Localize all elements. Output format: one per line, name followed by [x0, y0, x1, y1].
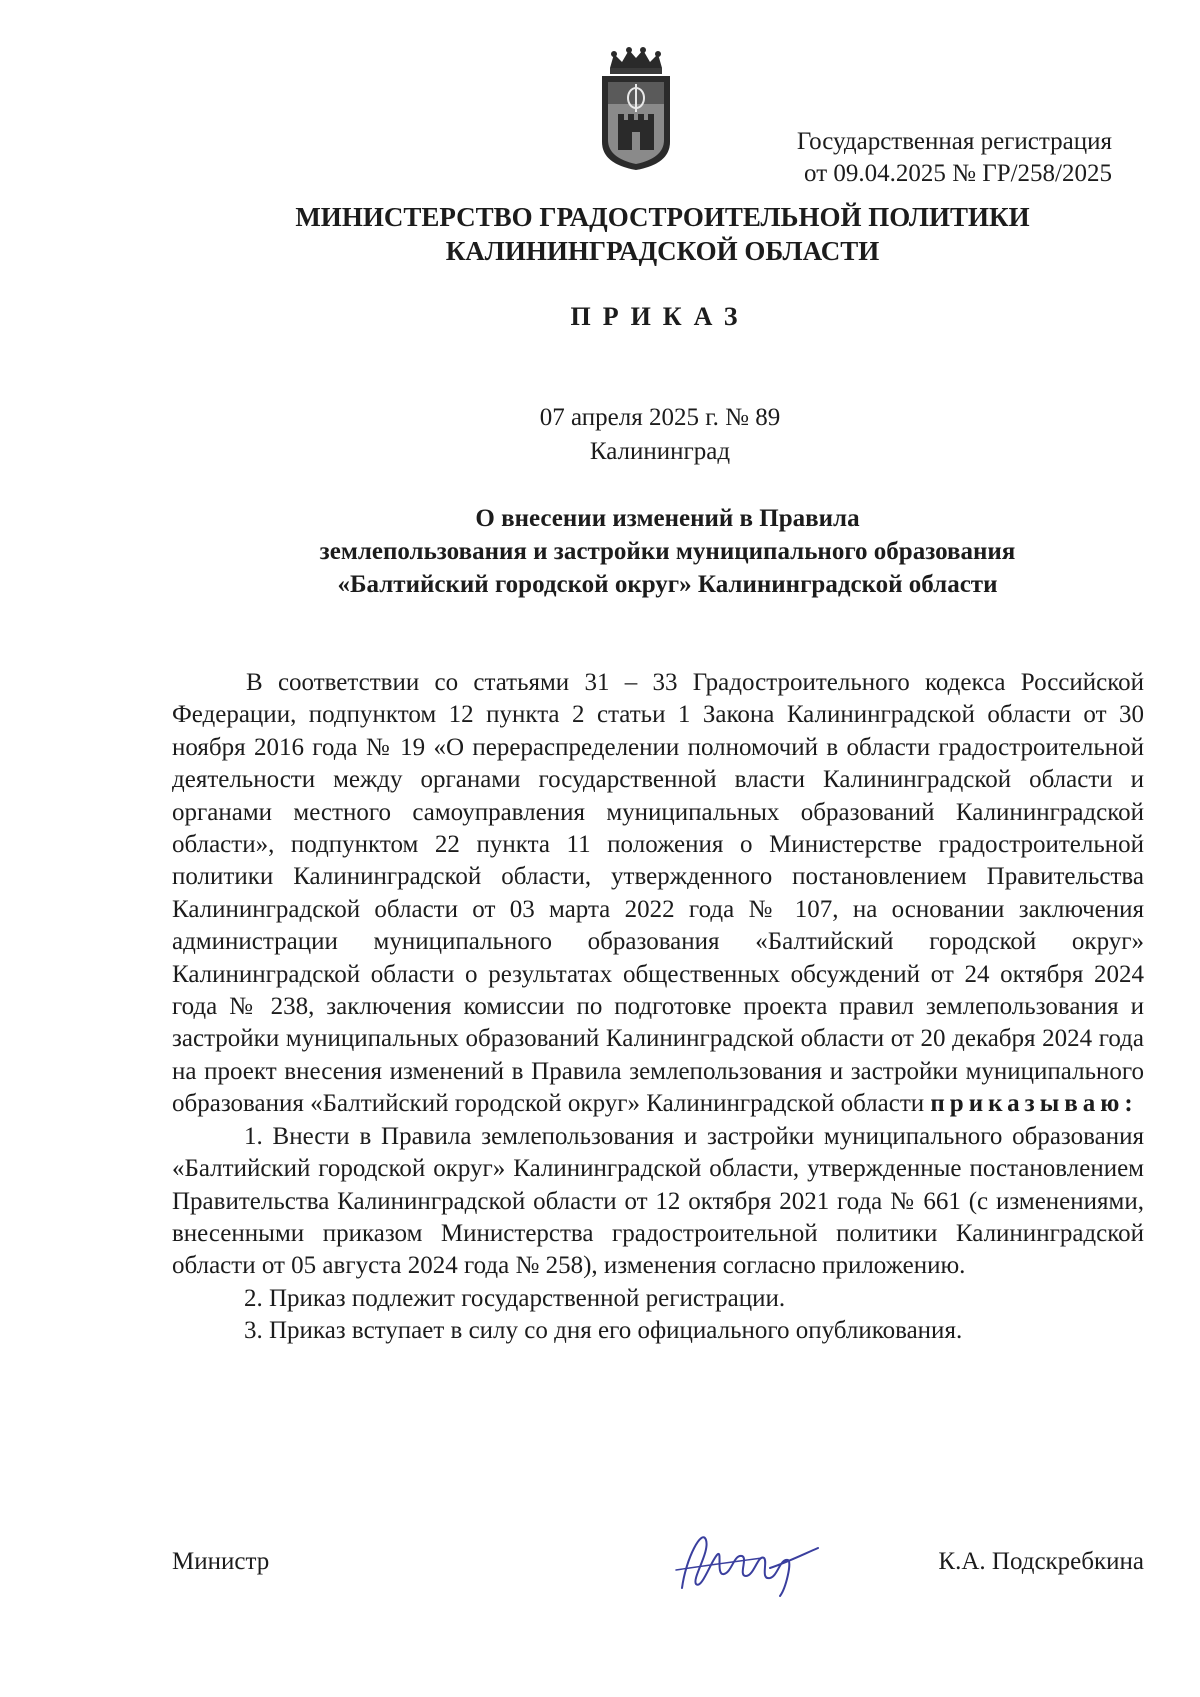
ministry-name-line1: МИНИСТЕРСТВО ГРАДОСТРОИТЕЛЬНОЙ ПОЛИТИКИ: [295, 202, 1030, 232]
order-subject: [0, 502, 1200, 601]
order-word: приказываю:: [930, 1090, 1138, 1118]
ministry-name-line2: КАЛИНИНГРАДСКОЙ ОБЛАСТИ: [445, 236, 880, 266]
subject-line1: О внесении изменений в Правила: [475, 505, 860, 532]
registration-label: Государственная регистрация: [796, 128, 1112, 155]
subject-line2: землепользования и застройки муниципального образования: [319, 538, 1016, 565]
order-date-number: 07 апреля 2025 г. № 89: [539, 404, 781, 431]
order-item-2: 2. Приказ подлежит государственной регистрации.: [244, 1284, 786, 1312]
document-type-title: ПРИКАЗ: [570, 302, 750, 331]
registration-stamp: [797, 126, 1112, 190]
ministry-header: [0, 200, 1200, 268]
coat-of-arms-icon: [596, 46, 676, 172]
preamble-paragraph: [172, 667, 1144, 1121]
order-item-3: 3. Приказ вступает в силу со дня его официального опубликования.: [244, 1317, 963, 1345]
signatory-name: К.А. Подскребкина: [938, 1548, 1144, 1575]
registration-number: от 09.04.2025 № ГР/258/2025: [804, 160, 1112, 187]
subject-line3: «Балтийский городской округ» Калининградской области: [337, 571, 998, 598]
order-body: [172, 667, 1144, 1348]
order-city: Калининград: [589, 438, 731, 465]
signatory-title: Министр: [172, 1548, 270, 1575]
date-block: [0, 401, 1200, 469]
signature-block: [172, 1538, 1144, 1598]
handwritten-signature-icon: [672, 1518, 822, 1602]
order-item-1: 1. Внести в Правила землепользования и застройки муниципального образования «Балтийский городской округ» Калининградской области, утвержденные постановлением Правительства Калининградской области от 12 октября 2021 года № 661 (с изменениями, внесенными приказом Министерства градостроительной политики Калининградской области от 05 августа 2024 года № 258), изменения согласно приложению.: [172, 1122, 1144, 1280]
preamble-text: В соответствии со статьями 31 – 33 Градостроительного кодекса Российской Федерации, подпунктом 12 пункта 2 статьи 1 Закона Калининградской области от 30 ноября 2016 года № 19 «О перераспределении полномочий в области градостроительной деятельности между органами государственной власти Калининградской области и органами местного самоуправления муниципальных образований Калининградской области», подпунктом 22 пункта 11 положения о Министерстве градостроительной политики Калининградской области, утвержденного постановлением Правительства Калининградской области от 03 марта 2022 года № 107, на основании заключения администрации муниципального образования «Балтийский городской округ» Калининградской области о результатах общественных обсуждений от 24 октября 2024 года № 238, заключения комиссии по подготовке проекта правил землепользования и застройки муниципальных образований Калининградской области от 20 декабря 2024 года на проект внесения изменений в Правила землепользования и застройки муниципального образования «Балтийский городской округ» Калининградской области: [172, 669, 1144, 1118]
